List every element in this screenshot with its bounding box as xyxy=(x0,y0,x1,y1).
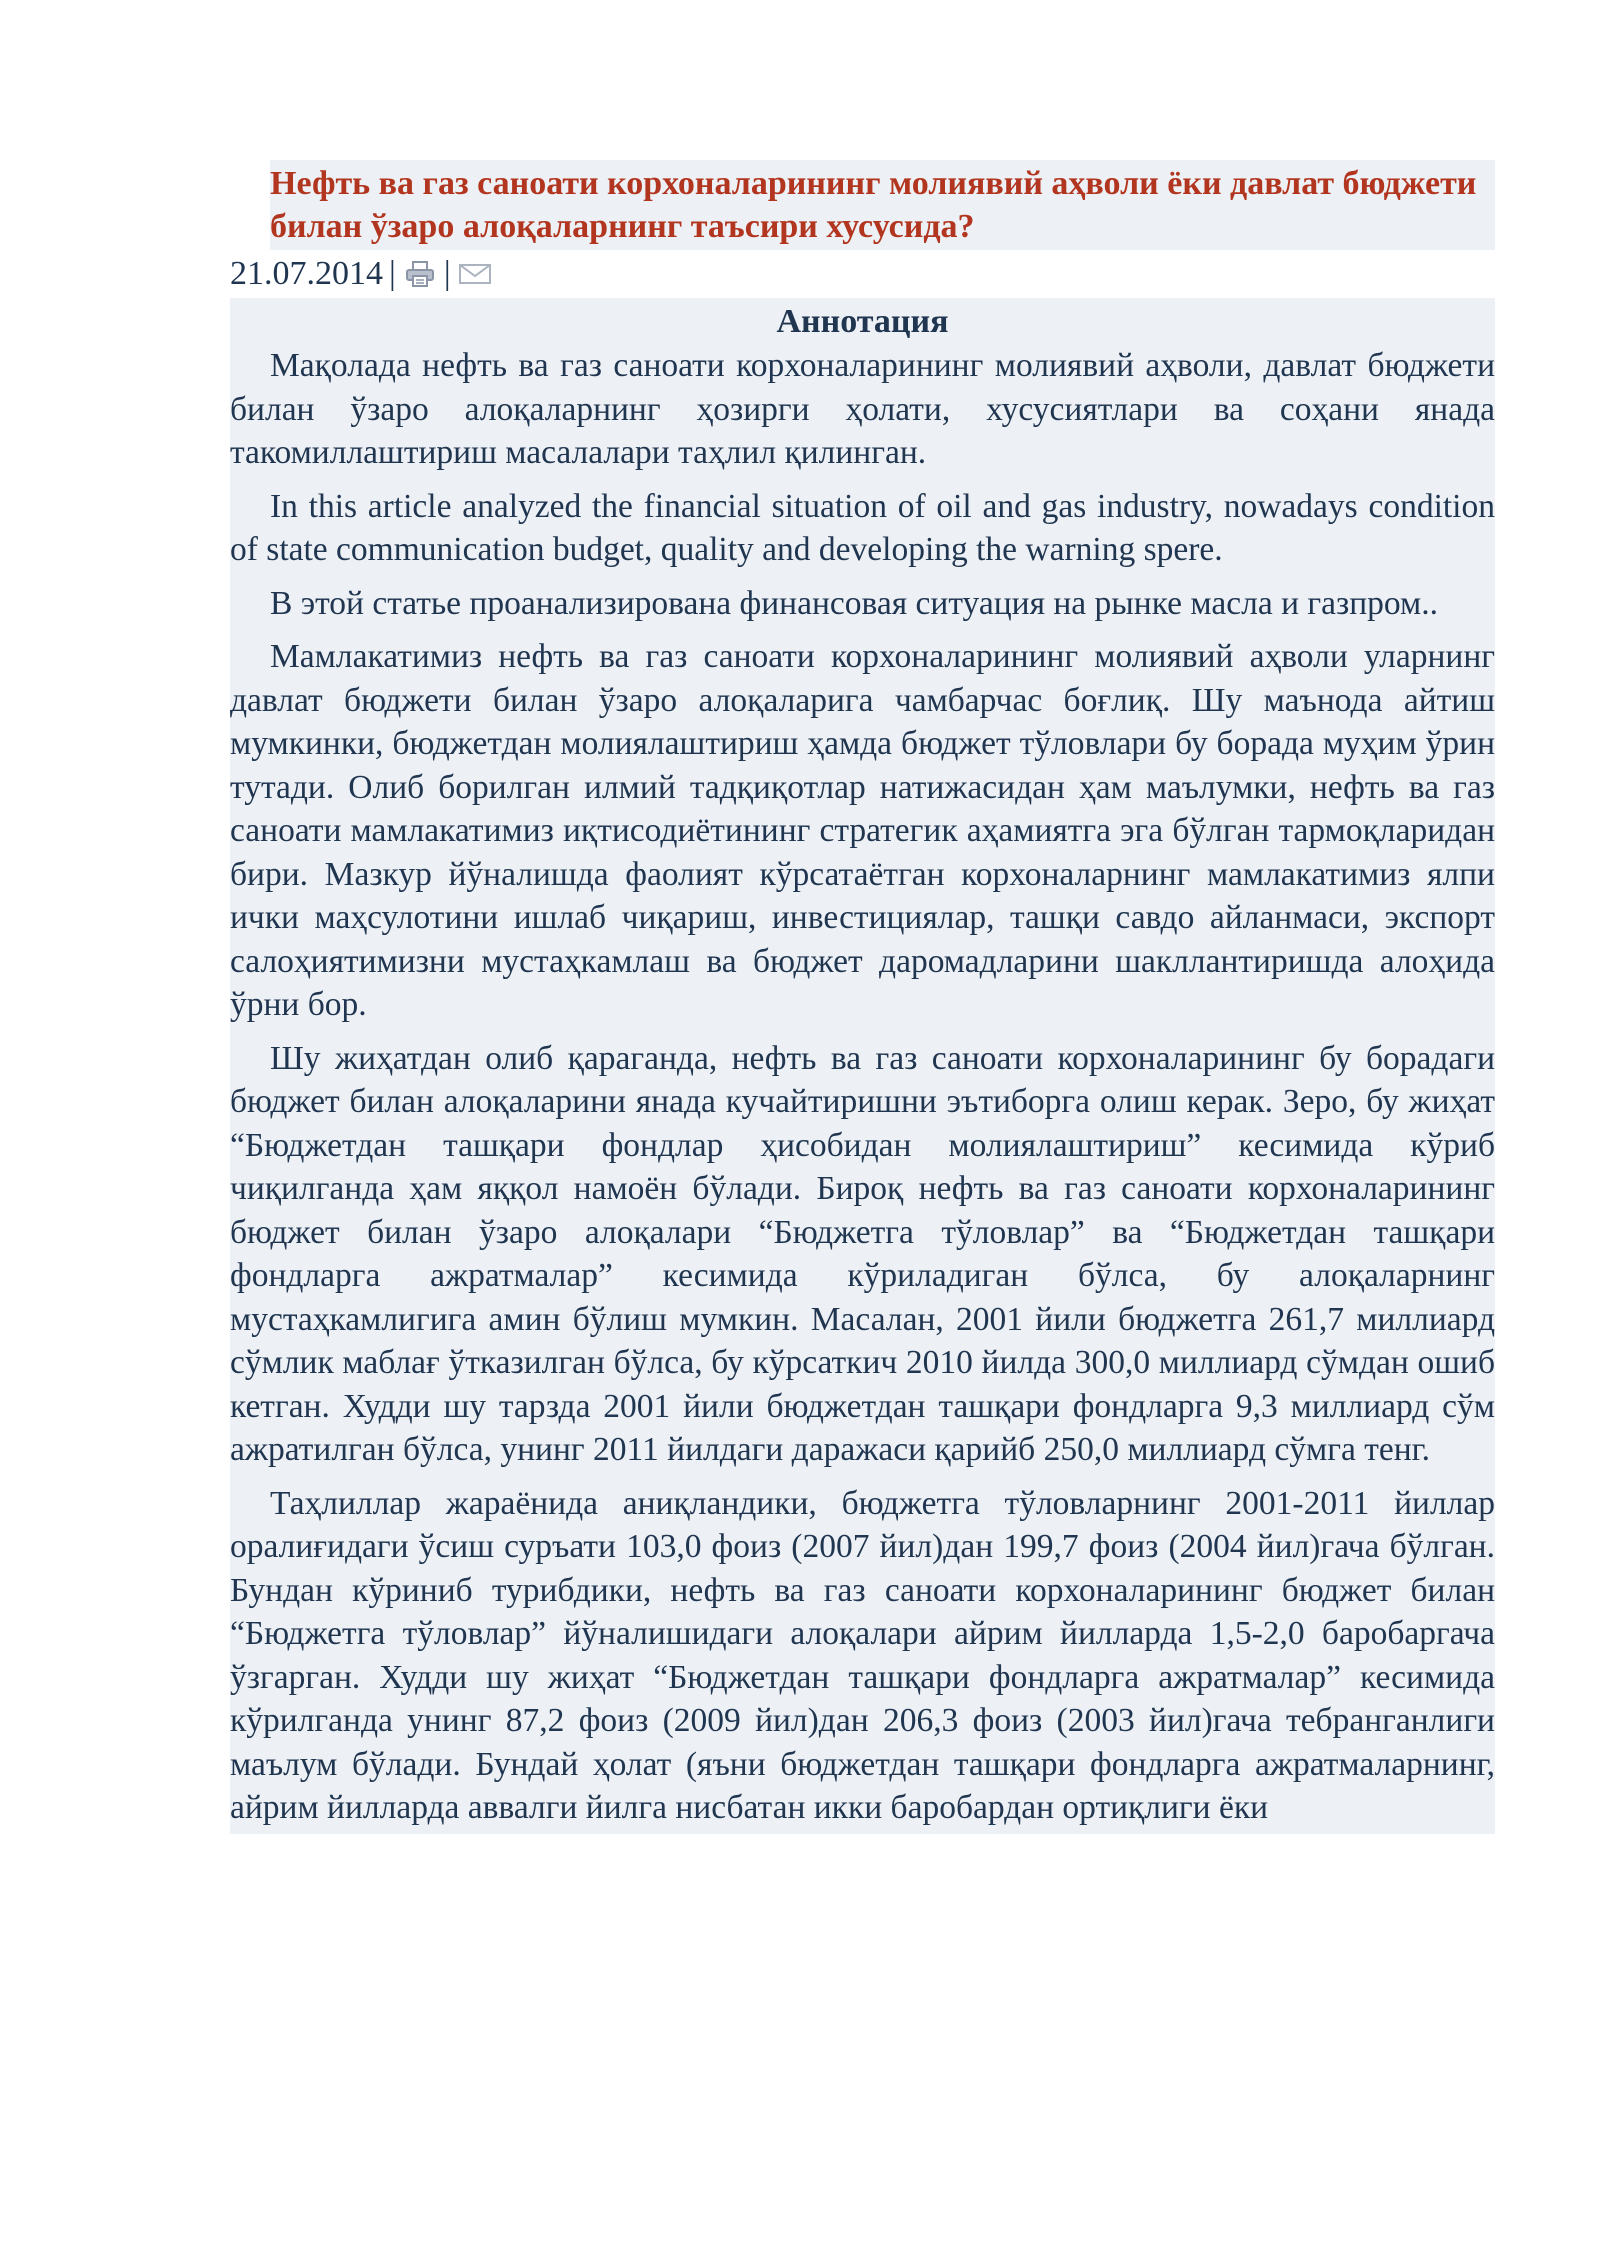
article-meta xyxy=(230,250,1495,298)
meta-separator: | xyxy=(443,255,451,292)
paragraph: Мамлакатимиз нефть ва газ саноати корхоналарининг молиявий аҳволи уларнинг давлат бюджети билан ўзаро алоқаларига чамбарчас боғлиқ. Шу маънода айтиш мумкинки, бюджетдан молиялаштириш ҳамда бюджет тўловлари бу борада муҳим ўрин тутади. Олиб борилган илмий тадқиқотлар натижасидан ҳам маълумки, нефть ва газ саноати мамлакатимиз иқтисодиётининг стратегик аҳамиятга эга бўлган тармоқларидан бири. Мазкур йўналишда фаолият кўрсатаётган корхоналарнинг мамлакатимиз ялпи ички маҳсулотини ишлаб чиқариш, инвестициялар, ташқи савдо айланмаси, экспорт салоҳиятимизни мустаҳкамлаш ва бюджет даромадларини шакллантиришда алоҳида ўрни бор. xyxy=(230,638,1495,1023)
article-body xyxy=(230,298,1495,1834)
paragraph: Мақолада нефть ва газ саноати корхоналарининг молиявий аҳволи, давлат бюджети билан ўзаро алоқаларнинг ҳозирги ҳолати, хусусиятлари ва соҳани янада такомиллаштириш масалалари таҳлил қилинган. xyxy=(230,347,1495,471)
mail-icon[interactable] xyxy=(457,259,493,289)
meta-separator: | xyxy=(389,255,396,292)
article-title: Нефть ва газ саноати корхоналарининг молиявий аҳволи ёки давлат бюджети билан ўзаро алоқаларнинг таъсири хусусида? xyxy=(270,165,1477,245)
article xyxy=(230,160,1495,1834)
paragraph: В этой статье проанализирована финансовая ситуация на рынке масла и газпром.. xyxy=(270,584,1438,622)
annotation-heading: Аннотация xyxy=(776,303,949,340)
article-date: 21.07.2014 xyxy=(230,255,383,292)
title-block xyxy=(270,160,1495,250)
printer-icon[interactable] xyxy=(402,259,438,289)
paragraph: Таҳлиллар жараёнида аниқландики, бюджетга тўловларнинг 2001-2011 йиллар оралиғидаги ўсиш суръати 103,0 фоиз (2007 йил)дан 199,7 фоиз (2004 йил)гача бўлган. Бундан кўриниб турибдики, нефть ва газ саноати корхоналарининг бюджет билан “Бюджетга тўловлар” йўналишидаги алоқалари айрим йилларда 1,5-2,0 баробаргача ўзгарган. Худди шу жиҳат “Бюджетдан ташқари фондларга ажратмалар” кесимида кўрилганда унинг 87,2 фоиз (2009 йил)дан 206,3 фоиз (2003 йил)гача тебранганлиги маълум бўлади. Бундай ҳолат (яъни бюджетдан ташқари фондларга ажратмаларнинг, айрим йилларда аввалги йилга нисбатан икки баробардан ортиқлиги ёки xyxy=(230,1484,1495,1826)
paragraph: In this article analyzed the financial situation of oil and gas industry, nowadays condition of state communication budget, quality and developing the warning spere. xyxy=(230,487,1495,568)
paragraph: Шу жиҳатдан олиб қараганда, нефть ва газ саноати корхоналарининг бу борадаги бюджет билан алоқаларини янада кучайтиришни эътиборга олиш керак. Зеро, бу жиҳат “Бюджетдан ташқари фондлар ҳисобидан молиялаштириш” кесимида кўриб чиқилганда ҳам яққол намоён бўлади. Бироқ нефть ва газ саноати корхоналарининг бюджет билан ўзаро алоқалари “Бюджетга тўловлар” ва “Бюджетдан ташқари фондларга ажратмалар” кесимида кўриладиган бўлса, бу алоқаларнинг мустаҳкамлигига амин бўлиш мумкин. Масалан, 2001 йили бюджетга 261,7 миллиард сўмлик маблағ ўтказилган бўлса, бу кўрсаткич 2010 йилда 300,0 миллиард сўмдан ошиб кетган. Худди шу тарзда 2001 йили бюджетдан ташқари фондларга 9,3 миллиард сўм ажратилган бўлса, унинг 2011 йилдаги даражаси қарийб 250,0 миллиард сўмга тенг. xyxy=(230,1039,1495,1468)
